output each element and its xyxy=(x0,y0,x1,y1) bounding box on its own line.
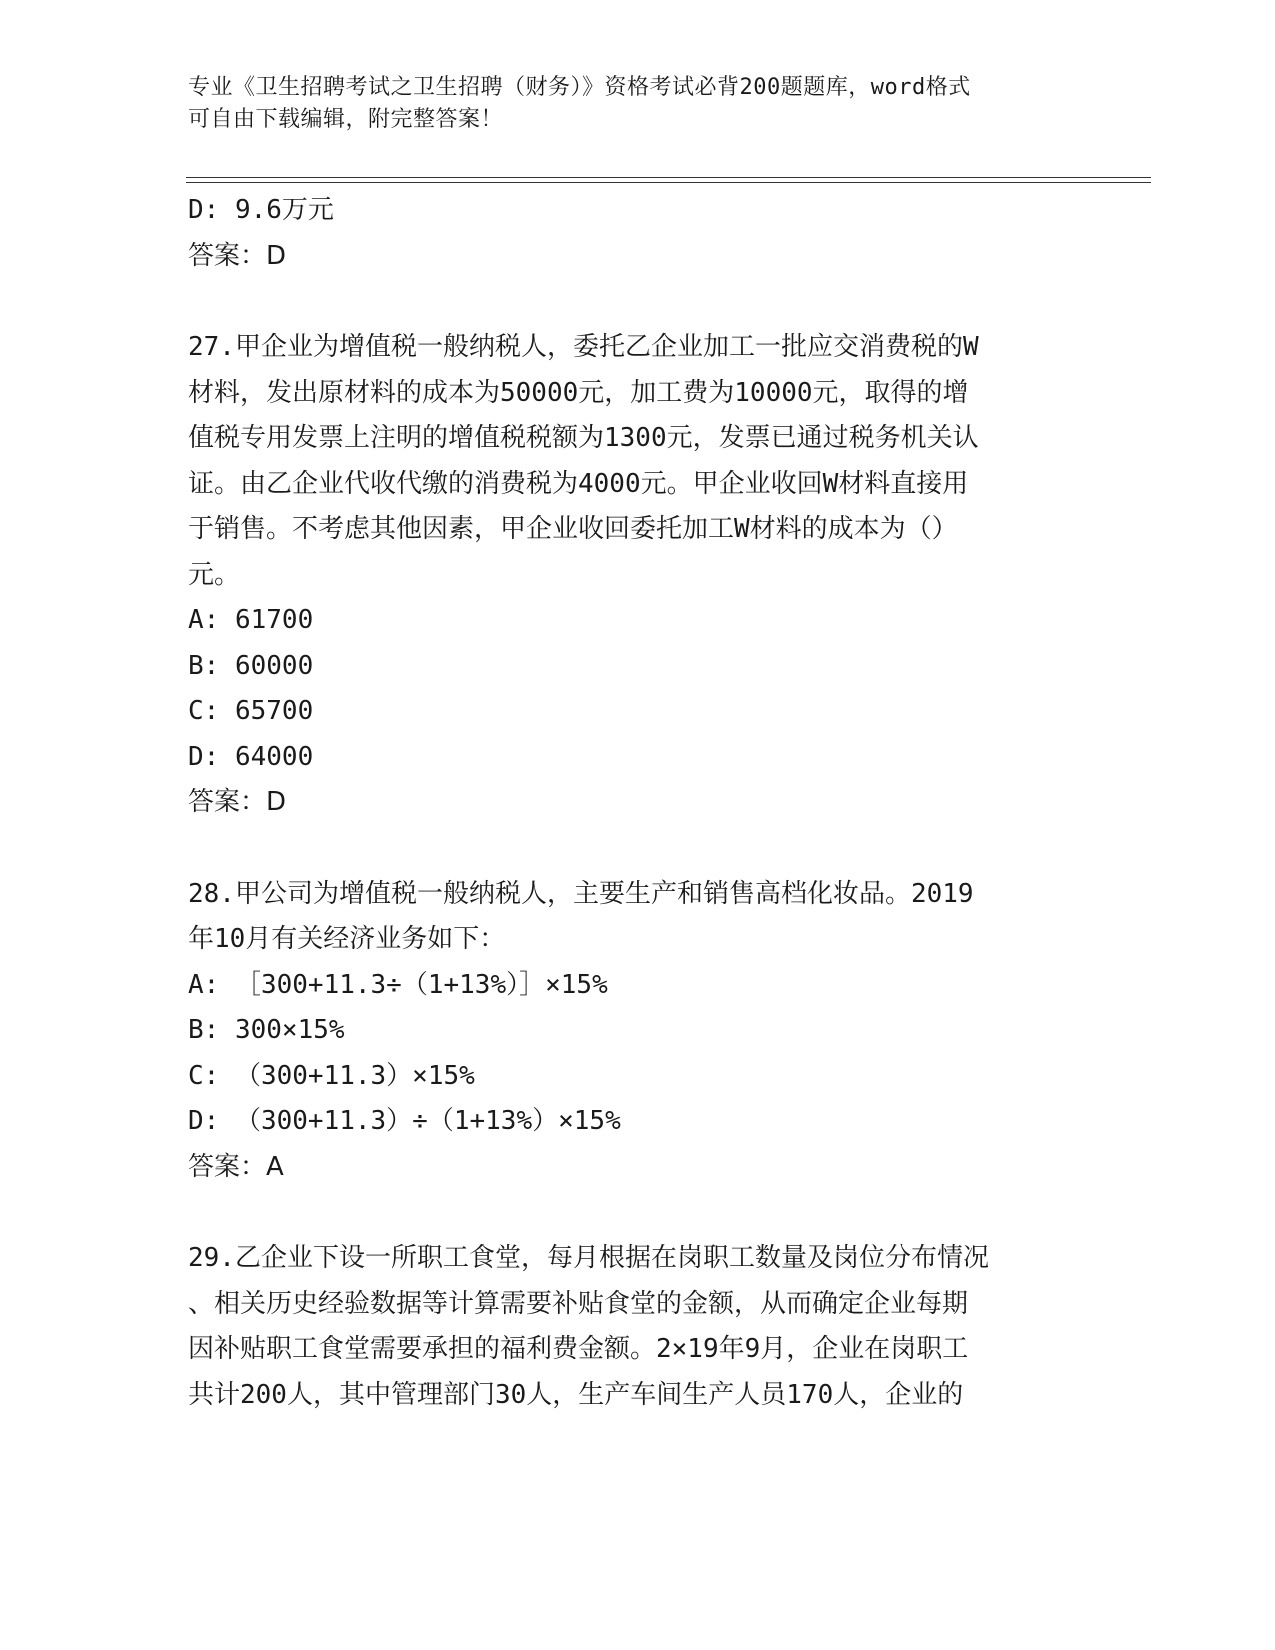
question-stem-line: 因补贴职工食堂需要承担的福利费金额。2×19年9月，企业在岗职工 xyxy=(188,1334,969,1364)
spacer xyxy=(188,826,1088,872)
answer: 答案：A xyxy=(188,1151,284,1182)
header-line-2: 可自由下载编辑，附完整答案！ xyxy=(188,107,504,132)
header-divider-top xyxy=(186,177,1151,178)
option-d: D: 64000 xyxy=(188,741,314,772)
question-stem-line: 、相关历史经验数据等计算需要补贴食堂的金额，从而确定企业每期 xyxy=(188,1288,969,1319)
answer: 答案：D xyxy=(188,240,287,271)
spacer xyxy=(188,279,1088,325)
question-stem-line: 28.甲公司为增值税一般纳税人，主要生产和销售高档化妆品。2019 xyxy=(188,878,974,909)
question-stem-line: 27.甲企业为增值税一般纳税人，委托乙企业加工一批应交消费税的W xyxy=(188,332,979,362)
option-c: C: 65700 xyxy=(188,696,314,726)
page-header xyxy=(188,72,1088,136)
option-d: D: 9.6万元 xyxy=(188,195,334,225)
question-stem-line: 共计200人，其中管理部门30人，生产车间生产人员170人，企业的 xyxy=(188,1379,964,1410)
question-stem-line: 29.乙企业下设一所职工食堂，每月根据在岗职工数量及岗位分布情况 xyxy=(188,1243,989,1273)
prev-question xyxy=(188,188,1088,279)
header-line-1: 专业《卫生招聘考试之卫生招聘（财务）》资格考试必背200题题库，word格式 xyxy=(188,75,971,100)
question-27 xyxy=(188,325,1088,826)
option-d: D: （300+11.3）÷（1+13%）×15% xyxy=(188,1106,621,1136)
answer: 答案：D xyxy=(188,787,287,817)
question-stem-line: 元。 xyxy=(188,559,241,590)
option-c: C: （300+11.3）×15% xyxy=(188,1060,475,1091)
question-stem-line: 证。由乙企业代收代缴的消费税为4000元。甲企业收回W材料直接用 xyxy=(188,468,969,499)
option-a: A: 61700 xyxy=(188,605,314,635)
option-b: B: 300×15% xyxy=(188,1015,345,1045)
question-29 xyxy=(188,1236,1088,1418)
option-b: B: 60000 xyxy=(188,650,314,681)
question-stem-line: 于销售。不考虑其他因素，甲企业收回委托加工W材料的成本为（） xyxy=(188,514,958,544)
document-body xyxy=(188,188,1088,1418)
question-28 xyxy=(188,872,1088,1191)
spacer xyxy=(188,1190,1088,1236)
header-divider-bottom xyxy=(186,182,1151,183)
question-stem-line: 年10月有关经济业务如下： xyxy=(188,924,506,954)
question-stem-line: 材料，发出原材料的成本为50000元，加工费为10000元，取得的增 xyxy=(188,377,969,408)
option-a: A: ［300+11.3÷（1+13%）］×15% xyxy=(188,969,608,1000)
question-stem-line: 值税专用发票上注明的增值税税额为1300元，发票已通过税务机关认 xyxy=(188,423,979,453)
